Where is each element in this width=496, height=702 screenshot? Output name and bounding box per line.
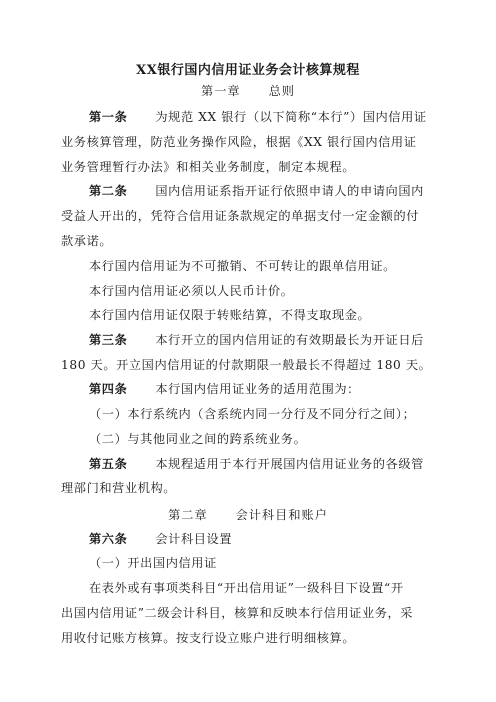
- article-6-text-1: 会计科目设置: [155, 532, 233, 546]
- article-4-label: 第四条: [89, 382, 128, 396]
- article-3-text-2: 180 天。开立国内信用证的付款期限一般最长不得超过 180 天。: [61, 358, 432, 372]
- article-4-line-1: [89, 380, 435, 398]
- article-5-label: 第五条: [89, 457, 128, 471]
- article-5-text-2: 理部门和营业机构。: [61, 481, 177, 495]
- article-1-text-3: 业务管理暂行办法》和相关业务制度，制定本规程。: [61, 160, 356, 174]
- chapter-2-name: 会计科目和账户: [235, 508, 328, 522]
- article-5-line-1: [89, 455, 435, 473]
- article-2-paragraph-4: 本行国内信用证仅限于转账结算，不得支取现金。: [89, 308, 371, 322]
- article-2-text-3: 款承诺。: [61, 234, 113, 248]
- article-6-label: 第六条: [89, 532, 128, 546]
- chapter-2-heading: [0, 506, 496, 523]
- chapter-1-number: 第一章: [201, 84, 241, 98]
- article-1-line-1: [89, 108, 435, 126]
- chapter-1-heading: [0, 82, 496, 99]
- article-6-line-1: [89, 530, 435, 548]
- article-3-line-1: [89, 331, 435, 349]
- article-2-text-1: 国内信用证系指开证行依照申请人的申请向国内: [155, 184, 424, 198]
- article-6-paragraph-1: 在表外或有事项类科目“开出信用证”一级科目下设置“开: [89, 581, 404, 595]
- article-4-text-1: 本行国内信用证业务的适用范围为：: [155, 382, 360, 396]
- article-6-paragraph-2: 出国内信用证”二级会计科目，核算和反映本行信用证业务，采: [61, 606, 414, 620]
- article-4-item-1: （一）本行系统内（含系统内同一分行及不同分行之间）；: [89, 407, 416, 421]
- chapter-2-number: 第二章: [168, 508, 208, 522]
- article-3-label: 第三条: [89, 333, 128, 347]
- article-2-paragraph-3: 本行国内信用证必须以人民币计价。: [89, 284, 294, 298]
- article-3-text-1: 本行开立的国内信用证的有效期最长为开证日后: [155, 333, 424, 347]
- article-5-text-1: 本规程适用于本行开展国内信用证业务的各级管: [155, 457, 424, 471]
- article-2-text-2: 受益人开出的，凭符合信用证条款规定的单据支付一定金额的付: [61, 209, 420, 223]
- article-1-label: 第一条: [89, 110, 128, 124]
- article-2-label: 第二条: [89, 184, 128, 198]
- article-4-item-2: （二）与其他同业之间的跨系统业务。: [89, 432, 307, 446]
- chapter-1-name: 总则: [268, 84, 295, 98]
- article-1-text-2: 业务核算管理，防范业务操作风险，根据《XX 银行国内信用证: [61, 135, 417, 149]
- article-2-paragraph-2: 本行国内信用证为不可撤销、不可转让的跟单信用证。: [89, 259, 396, 273]
- article-6-item-1: （一）开出国内信用证: [89, 556, 217, 570]
- article-2-line-1: [89, 182, 435, 200]
- article-1-text-1: 为规范 XX 银行（以下简称“本行”）国内信用证: [155, 110, 427, 124]
- article-6-paragraph-3: 用收付记账方核算。按支行设立账户进行明细核算。: [61, 631, 356, 645]
- document-title: XX银行国内信用证业务会计核算规程: [136, 63, 360, 78]
